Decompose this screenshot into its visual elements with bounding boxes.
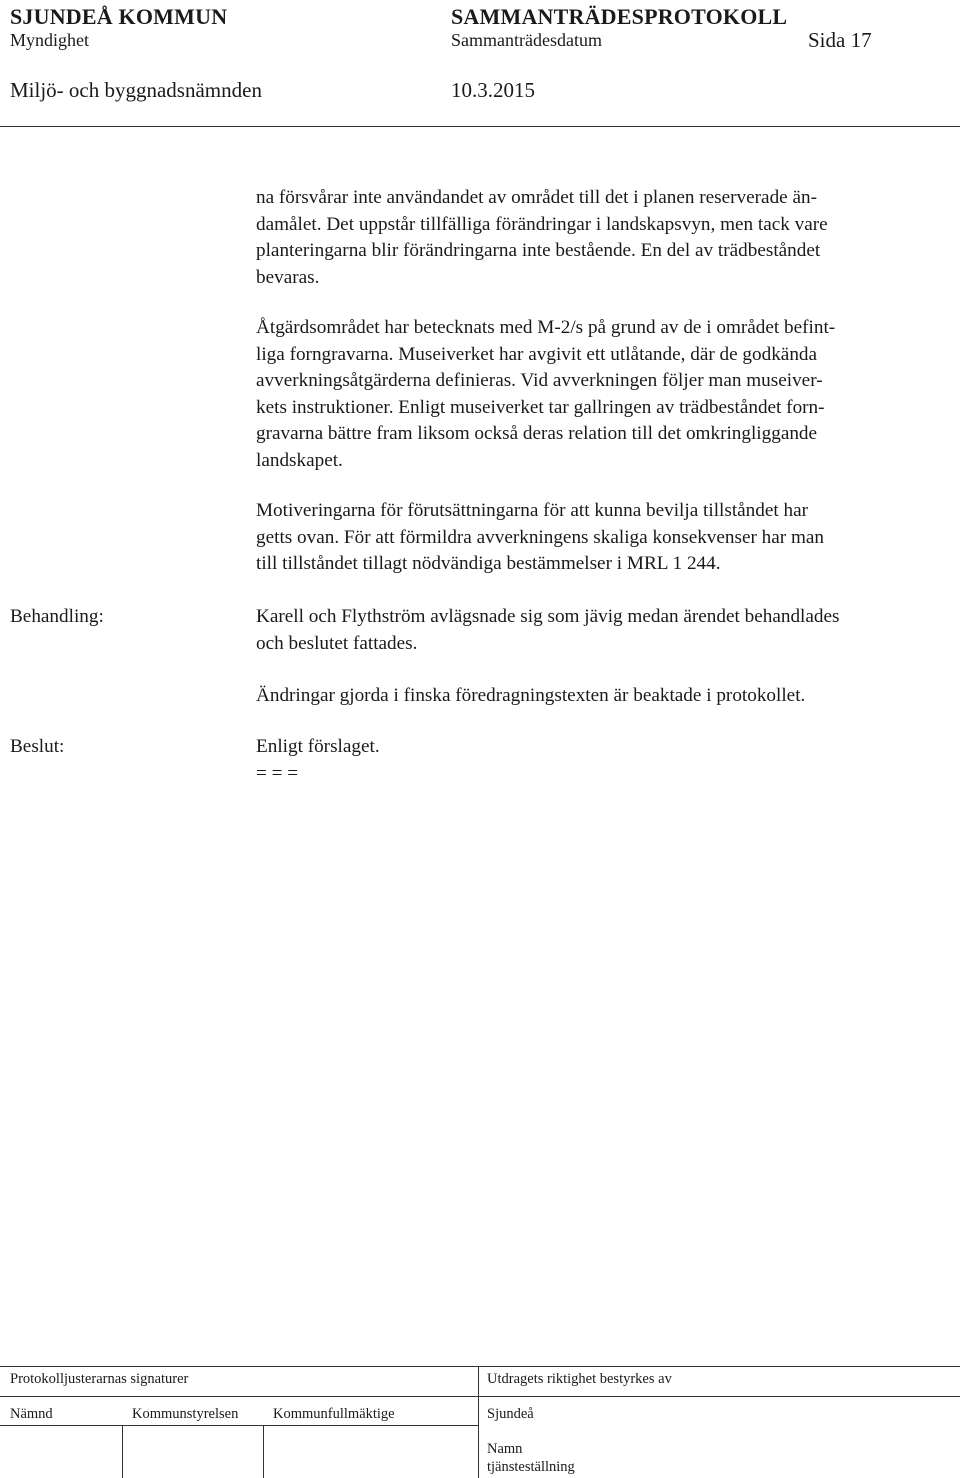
footer-position-label: tjänsteställning <box>487 1459 575 1475</box>
footer-signature-divider <box>263 1425 264 1478</box>
behandling-label: Behandling: <box>10 606 104 627</box>
behandling-text <box>256 604 956 657</box>
paragraph-3 <box>256 498 956 578</box>
document-type: SAMMANTRÄDESPROTOKOLL <box>451 4 788 29</box>
footer-col-kommunfullmaktige: Kommunfullmäktige <box>273 1406 395 1422</box>
paragraph-line: Åtgärdsområdet har betecknats med M-2/s på grund av de i området befint- <box>256 317 836 338</box>
page-number: Sida 17 <box>808 28 872 52</box>
footer-signature-rule <box>0 1425 478 1426</box>
footer-name-label: Namn <box>487 1441 523 1457</box>
paragraph-line: Enligt förslaget. <box>256 736 380 757</box>
paragraph-line: Karell och Flythström avlägsnade sig som jävig medan ärendet behandlades <box>256 606 840 627</box>
beslut-label: Beslut: <box>10 736 65 757</box>
certified-label: Utdragets riktighet bestyrkes av <box>487 1371 672 1387</box>
paragraph-line: bevaras. <box>256 266 320 288</box>
paragraph-line: getts ovan. För att förmildra avverkningens skaliga konsekvenser har man <box>256 526 825 548</box>
beslut-text <box>256 734 956 787</box>
paragraph-line: damålet. Det uppstår tillfälliga förändringar i landskapsvyn, men tack vare <box>256 213 828 235</box>
paragraph-line: liga forngravarna. Museiverket har avgivit ett utlåtande, där de godkända <box>256 343 818 365</box>
footer-top-rule <box>0 1366 960 1367</box>
footer-column-divider <box>478 1366 479 1478</box>
paragraph-line: till tillståndet tillagt nödvändiga bestämmelser i MRL 1 244. <box>256 553 721 574</box>
footer-signature-divider <box>122 1425 123 1478</box>
signatures-label: Protokolljusterarnas signaturer <box>10 1371 189 1387</box>
paragraph-line: Ändringar gjorda i finska föredragningstexten är beaktade i protokollet. <box>256 685 806 706</box>
meeting-date: 10.3.2015 <box>451 78 535 102</box>
footer-col-kommunstyrelsen: Kommunstyrelsen <box>132 1406 239 1422</box>
authority-label: Myndighet <box>10 30 89 50</box>
authority-name: Miljö- och byggnadsnämnden <box>10 78 262 102</box>
behandling-note <box>256 683 956 710</box>
paragraph-line: na försvårar inte användandet av området till det i planen reserverade än- <box>256 187 817 208</box>
end-mark: = = = <box>256 762 299 784</box>
paragraph-1 <box>256 185 956 291</box>
paragraph-line: planteringarna blir förändringarna inte bestående. En del av trädbeståndet <box>256 240 821 261</box>
header-divider <box>0 126 960 127</box>
paragraph-2 <box>256 315 956 474</box>
footer-col-namnd: Nämnd <box>10 1406 53 1422</box>
footer-place: Sjundeå <box>487 1406 534 1422</box>
paragraph-line: kets instruktioner. Enligt museiverket tar gallringen av trädbeståndet forn- <box>256 396 825 418</box>
paragraph-line: avverkningsåtgärderna definieras. Vid avverkningen följer man museiver- <box>256 370 823 391</box>
meeting-date-label: Sammanträdesdatum <box>451 30 602 50</box>
paragraph-line: landskapet. <box>256 449 343 471</box>
paragraph-line: Motiveringarna för förutsättningarna för att kunna bevilja tillståndet har <box>256 500 808 521</box>
paragraph-line: gravarna bättre fram liksom också deras relation till det omkringliggande <box>256 423 818 444</box>
organization-name: SJUNDEÅ KOMMUN <box>10 4 228 29</box>
footer-mid-rule <box>0 1396 960 1397</box>
paragraph-line: och beslutet fattades. <box>256 632 418 654</box>
